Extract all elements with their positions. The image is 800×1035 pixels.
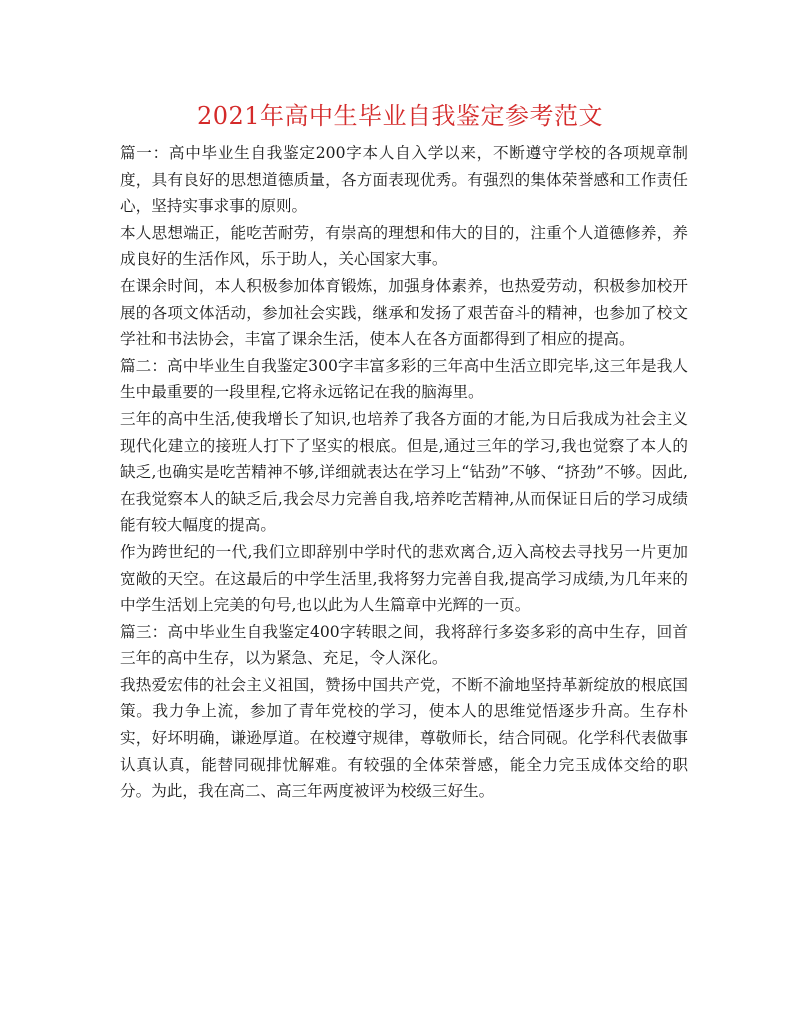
paragraph-8: 我热爱宏伟的社会主义祖国，赞扬中国共产党，不断不渝地坚持革新绽放的根底国策。我力争上流，参加了青年党校的学习，使本人的思维觉悟逐步升高。生存朴实，好坏明确，谦逊厚道。在校遵守规律，尊敬师长，结合同砚。化学科代表做事认真认真，能替同砚排忧解难。有较强的全体荣誉感，能全力完玉成体交给的职分。为此，我在高二、高三年两度被评为校级三好生。: [120, 675, 688, 801]
document-body: [120, 140, 688, 805]
paragraph-6: 作为跨世纪的一代,我们立即辞别中学时代的悲欢离合,迈入高校去寻找另一片更加宽敞的天空。在这最后的中学生活里,我将努力完善自我,提高学习成绩,为几年来的中学生活划上完美的句号,也以此为人生篇章中光辉的一页。: [120, 542, 688, 615]
paragraph-7: 篇三：高中毕业生自我鉴定400字转眼之间，我将辞行多姿多彩的高中生存，回首三年的高中生存，以为紧急、充足，令人深化。: [120, 622, 688, 668]
paragraph-5: 三年的高中生活,使我增长了知识,也培养了我各方面的才能,为日后我成为社会主义现代化建立的接班人打下了坚实的根底。但是,通过三年的学习,我也觉察了本人的缺乏,也确实是吃苦精神不够,详细就表达在学习上“钻劲”不够、“挤劲”不够。因此,在我觉察本人的缺乏后,我会尽力完善自我,培养吃苦精神,从而保证日后的学习成绩能有较大幅度的提高。: [120, 409, 688, 535]
document-title: 2021年高中生毕业自我鉴定参考范文: [196, 102, 604, 130]
paragraph-1: 篇一：高中毕业生自我鉴定200字本人自入学以来，不断遵守学校的各项规章制度，具有良好的思想道德质量，各方面表现优秀。有强烈的集体荣誉感和工作责任心，坚持实事求事的原则。: [120, 144, 688, 216]
paragraph-3: 在课余时间，本人积极参加体育锻炼，加强身体素养，也热爱劳动，积极参加校开展的各项文体活动，参加社会实践，继承和发扬了艰苦奋斗的精神，也参加了校文学社和书法协会，丰富了课余生活，使本人在各方面都得到了相应的提高。: [120, 276, 688, 349]
paragraph-4: 篇二：高中毕业生自我鉴定300字丰富多彩的三年高中生活立即完毕,这三年是我人生中最重要的一段里程,它将永远铭记在我的脑海里。: [120, 356, 688, 402]
paragraph-2: 本人思想端正，能吃苦耐劳，有崇高的理想和伟大的目的，注重个人道德修养，养成良好的生活作风，乐于助人，关心国家大事。: [120, 223, 688, 269]
